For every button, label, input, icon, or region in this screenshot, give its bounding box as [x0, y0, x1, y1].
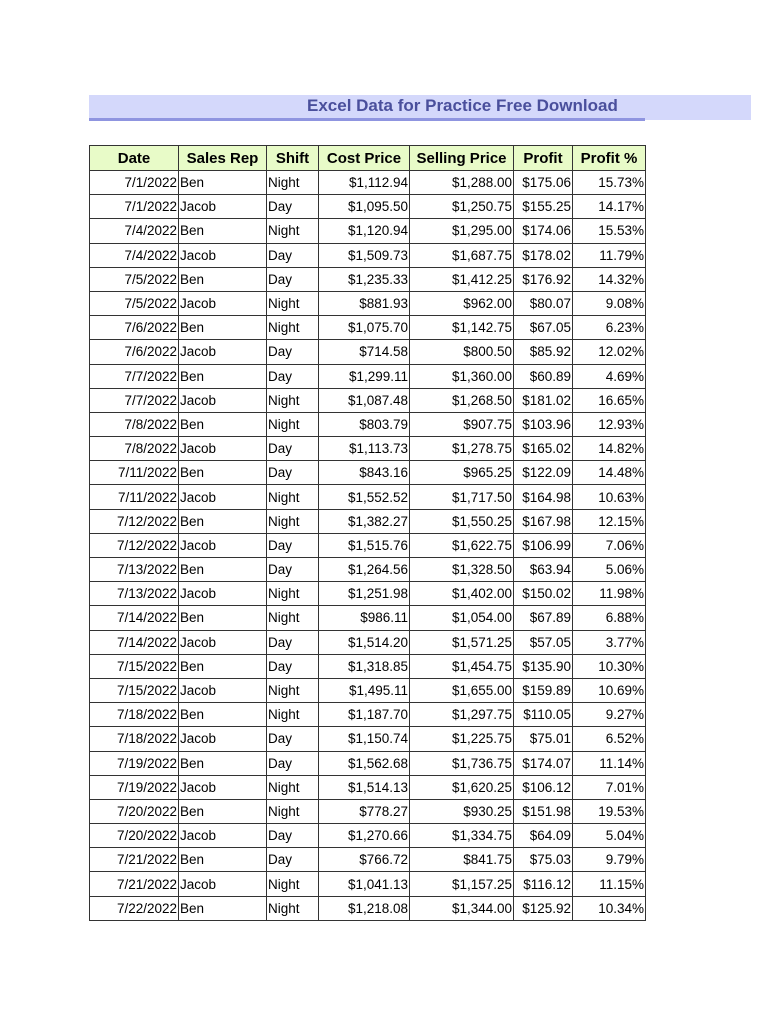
header-cost-price[interactable]: Cost Price	[319, 146, 410, 171]
cell-profit[interactable]: $103.96	[514, 412, 573, 436]
cell-selling-price[interactable]: $1,334.75	[410, 824, 514, 848]
cell-shift[interactable]: Day	[267, 630, 319, 654]
cell-shift[interactable]: Night	[267, 316, 319, 340]
cell-profit-pct[interactable]: 11.98%	[573, 582, 646, 606]
cell-profit[interactable]: $106.99	[514, 533, 573, 557]
cell-date[interactable]: 7/8/2022	[90, 412, 179, 436]
cell-profit[interactable]: $125.92	[514, 896, 573, 920]
cell-date[interactable]: 7/7/2022	[90, 388, 179, 412]
cell-shift[interactable]: Day	[267, 558, 319, 582]
cell-cost-price[interactable]: $1,095.50	[319, 195, 410, 219]
cell-shift[interactable]: Night	[267, 388, 319, 412]
table-row	[90, 171, 646, 195]
cell-selling-price[interactable]: $907.75	[410, 412, 514, 436]
cell-cost-price[interactable]: $1,552.52	[319, 485, 410, 509]
cell-profit-pct[interactable]: 15.53%	[573, 219, 646, 243]
cell-profit[interactable]: $67.89	[514, 606, 573, 630]
cell-cost-price[interactable]: $986.11	[319, 606, 410, 630]
cell-sales-rep[interactable]: Ben	[179, 799, 267, 823]
cell-profit[interactable]: $116.12	[514, 872, 573, 896]
cell-shift[interactable]: Day	[267, 654, 319, 678]
cell-sales-rep[interactable]: Jacob	[179, 291, 267, 315]
cell-profit[interactable]: $63.94	[514, 558, 573, 582]
title-underline	[89, 118, 645, 121]
cell-profit-pct[interactable]: 14.48%	[573, 461, 646, 485]
cell-date[interactable]: 7/14/2022	[90, 630, 179, 654]
cell-cost-price[interactable]: $1,318.85	[319, 654, 410, 678]
cell-profit[interactable]: $57.05	[514, 630, 573, 654]
cell-profit[interactable]: $106.12	[514, 775, 573, 799]
cell-date[interactable]: 7/14/2022	[90, 606, 179, 630]
cell-sales-rep[interactable]: Ben	[179, 364, 267, 388]
cell-sales-rep[interactable]: Jacob	[179, 340, 267, 364]
cell-date[interactable]: 7/12/2022	[90, 533, 179, 557]
cell-date[interactable]: 7/4/2022	[90, 243, 179, 267]
header-shift[interactable]: Shift	[267, 146, 319, 171]
cell-date[interactable]: 7/7/2022	[90, 364, 179, 388]
cell-sales-rep[interactable]: Jacob	[179, 243, 267, 267]
table-header	[90, 146, 646, 171]
table-row	[90, 678, 646, 702]
cell-cost-price[interactable]: $1,382.27	[319, 509, 410, 533]
cell-profit-pct[interactable]: 3.77%	[573, 630, 646, 654]
cell-selling-price[interactable]: $1,297.75	[410, 703, 514, 727]
cell-selling-price[interactable]: $1,736.75	[410, 751, 514, 775]
table-row	[90, 412, 646, 436]
cell-shift[interactable]: Night	[267, 872, 319, 896]
cell-profit-pct[interactable]: 10.63%	[573, 485, 646, 509]
cell-profit-pct[interactable]: 9.08%	[573, 291, 646, 315]
cell-selling-price[interactable]: $962.00	[410, 291, 514, 315]
table-row	[90, 824, 646, 848]
cell-shift[interactable]: Night	[267, 703, 319, 727]
cell-sales-rep[interactable]: Ben	[179, 412, 267, 436]
table-row	[90, 582, 646, 606]
cell-profit[interactable]: $135.90	[514, 654, 573, 678]
cell-profit[interactable]: $110.05	[514, 703, 573, 727]
cell-selling-price[interactable]: $1,250.75	[410, 195, 514, 219]
cell-profit[interactable]: $150.02	[514, 582, 573, 606]
cell-selling-price[interactable]: $1,360.00	[410, 364, 514, 388]
table-row	[90, 485, 646, 509]
cell-shift[interactable]: Night	[267, 219, 319, 243]
cell-selling-price[interactable]: $1,288.00	[410, 171, 514, 195]
cell-sales-rep[interactable]: Ben	[179, 606, 267, 630]
cell-selling-price[interactable]: $1,225.75	[410, 727, 514, 751]
table-row	[90, 533, 646, 557]
cell-shift[interactable]: Day	[267, 195, 319, 219]
header-date[interactable]: Date	[90, 146, 179, 171]
cell-profit-pct[interactable]: 12.93%	[573, 412, 646, 436]
cell-cost-price[interactable]: $1,514.13	[319, 775, 410, 799]
cell-profit[interactable]: $75.03	[514, 848, 573, 872]
cell-cost-price[interactable]: $1,235.33	[319, 267, 410, 291]
cell-date[interactable]: 7/20/2022	[90, 824, 179, 848]
cell-profit[interactable]: $178.02	[514, 243, 573, 267]
cell-sales-rep[interactable]: Ben	[179, 316, 267, 340]
cell-profit[interactable]: $165.02	[514, 437, 573, 461]
cell-profit-pct[interactable]: 6.52%	[573, 727, 646, 751]
table-row	[90, 896, 646, 920]
table-row	[90, 195, 646, 219]
cell-cost-price[interactable]: $843.16	[319, 461, 410, 485]
cell-profit[interactable]: $175.06	[514, 171, 573, 195]
table-row	[90, 606, 646, 630]
cell-date[interactable]: 7/11/2022	[90, 485, 179, 509]
cell-profit[interactable]: $167.98	[514, 509, 573, 533]
cell-shift[interactable]: Day	[267, 727, 319, 751]
cell-profit[interactable]: $174.07	[514, 751, 573, 775]
cell-profit[interactable]: $151.98	[514, 799, 573, 823]
table-row	[90, 364, 646, 388]
table-row	[90, 388, 646, 412]
cell-sales-rep[interactable]: Jacob	[179, 824, 267, 848]
cell-sales-rep[interactable]: Jacob	[179, 437, 267, 461]
cell-sales-rep[interactable]: Ben	[179, 171, 267, 195]
cell-profit-pct[interactable]: 12.02%	[573, 340, 646, 364]
table-row	[90, 461, 646, 485]
cell-profit-pct[interactable]: 9.79%	[573, 848, 646, 872]
cell-profit-pct[interactable]: 10.34%	[573, 896, 646, 920]
cell-date[interactable]: 7/5/2022	[90, 291, 179, 315]
cell-cost-price[interactable]: $1,112.94	[319, 171, 410, 195]
cell-cost-price[interactable]: $1,187.70	[319, 703, 410, 727]
cell-profit-pct[interactable]: 14.17%	[573, 195, 646, 219]
cell-sales-rep[interactable]: Ben	[179, 751, 267, 775]
cell-shift[interactable]: Day	[267, 461, 319, 485]
cell-sales-rep[interactable]: Jacob	[179, 485, 267, 509]
cell-profit[interactable]: $85.92	[514, 340, 573, 364]
cell-sales-rep[interactable]: Jacob	[179, 195, 267, 219]
cell-sales-rep[interactable]: Jacob	[179, 533, 267, 557]
cell-shift[interactable]: Day	[267, 751, 319, 775]
cell-selling-price[interactable]: $1,402.00	[410, 582, 514, 606]
cell-profit-pct[interactable]: 19.53%	[573, 799, 646, 823]
cell-shift[interactable]: Night	[267, 509, 319, 533]
cell-sales-rep[interactable]: Jacob	[179, 775, 267, 799]
cell-date[interactable]: 7/13/2022	[90, 582, 179, 606]
cell-shift[interactable]: Day	[267, 340, 319, 364]
cell-profit-pct[interactable]: 14.32%	[573, 267, 646, 291]
cell-date[interactable]: 7/15/2022	[90, 654, 179, 678]
cell-selling-price[interactable]: $1,142.75	[410, 316, 514, 340]
cell-cost-price[interactable]: $1,150.74	[319, 727, 410, 751]
table-row	[90, 630, 646, 654]
cell-cost-price[interactable]: $1,495.11	[319, 678, 410, 702]
cell-selling-price[interactable]: $930.25	[410, 799, 514, 823]
cell-profit-pct[interactable]: 16.65%	[573, 388, 646, 412]
cell-sales-rep[interactable]: Ben	[179, 703, 267, 727]
cell-cost-price[interactable]: $1,264.56	[319, 558, 410, 582]
cell-profit[interactable]: $174.06	[514, 219, 573, 243]
table-row	[90, 703, 646, 727]
cell-selling-price[interactable]: $1,157.25	[410, 872, 514, 896]
cell-profit[interactable]: $80.07	[514, 291, 573, 315]
cell-date[interactable]: 7/15/2022	[90, 678, 179, 702]
cell-selling-price[interactable]: $841.75	[410, 848, 514, 872]
cell-cost-price[interactable]: $1,251.98	[319, 582, 410, 606]
cell-sales-rep[interactable]: Jacob	[179, 678, 267, 702]
cell-date[interactable]: 7/20/2022	[90, 799, 179, 823]
cell-cost-price[interactable]: $1,113.73	[319, 437, 410, 461]
cell-shift[interactable]: Day	[267, 364, 319, 388]
cell-sales-rep[interactable]: Ben	[179, 509, 267, 533]
cell-date[interactable]: 7/12/2022	[90, 509, 179, 533]
table-row	[90, 775, 646, 799]
table-row	[90, 267, 646, 291]
cell-selling-price[interactable]: $1,054.00	[410, 606, 514, 630]
cell-profit-pct[interactable]: 7.06%	[573, 533, 646, 557]
cell-date[interactable]: 7/11/2022	[90, 461, 179, 485]
cell-profit[interactable]: $155.25	[514, 195, 573, 219]
cell-profit-pct[interactable]: 11.15%	[573, 872, 646, 896]
cell-profit-pct[interactable]: 11.79%	[573, 243, 646, 267]
cell-cost-price[interactable]: $1,515.76	[319, 533, 410, 557]
cell-selling-price[interactable]: $1,328.50	[410, 558, 514, 582]
header-row	[90, 146, 646, 171]
cell-profit[interactable]: $67.05	[514, 316, 573, 340]
table-row	[90, 219, 646, 243]
cell-shift[interactable]: Day	[267, 243, 319, 267]
table-row	[90, 751, 646, 775]
header-selling-price[interactable]: Selling Price	[410, 146, 514, 171]
cell-cost-price[interactable]: $1,514.20	[319, 630, 410, 654]
cell-date[interactable]: 7/19/2022	[90, 751, 179, 775]
cell-profit-pct[interactable]: 5.04%	[573, 824, 646, 848]
cell-cost-price[interactable]: $1,299.11	[319, 364, 410, 388]
cell-profit[interactable]: $60.89	[514, 364, 573, 388]
cell-cost-price[interactable]: $714.58	[319, 340, 410, 364]
cell-date[interactable]: 7/4/2022	[90, 219, 179, 243]
cell-profit-pct[interactable]: 5.06%	[573, 558, 646, 582]
cell-cost-price[interactable]: $1,270.66	[319, 824, 410, 848]
cell-shift[interactable]: Night	[267, 291, 319, 315]
cell-date[interactable]: 7/18/2022	[90, 703, 179, 727]
table-row	[90, 848, 646, 872]
cell-cost-price[interactable]: $1,120.94	[319, 219, 410, 243]
table-row	[90, 340, 646, 364]
cell-sales-rep[interactable]: Ben	[179, 461, 267, 485]
cell-sales-rep[interactable]: Ben	[179, 848, 267, 872]
cell-profit-pct[interactable]: 15.73%	[573, 171, 646, 195]
cell-profit-pct[interactable]: 4.69%	[573, 364, 646, 388]
cell-profit[interactable]: $64.09	[514, 824, 573, 848]
cell-selling-price[interactable]: $1,454.75	[410, 654, 514, 678]
table-row	[90, 799, 646, 823]
cell-shift[interactable]: Day	[267, 848, 319, 872]
header-profit[interactable]: Profit	[514, 146, 573, 171]
cell-profit-pct[interactable]: 10.30%	[573, 654, 646, 678]
cell-shift[interactable]: Night	[267, 896, 319, 920]
cell-selling-price[interactable]: $1,550.25	[410, 509, 514, 533]
cell-cost-price[interactable]: $1,562.68	[319, 751, 410, 775]
cell-shift[interactable]: Day	[267, 824, 319, 848]
cell-date[interactable]: 7/1/2022	[90, 171, 179, 195]
cell-shift[interactable]: Day	[267, 437, 319, 461]
cell-shift[interactable]: Night	[267, 171, 319, 195]
cell-shift[interactable]: Night	[267, 606, 319, 630]
cell-profit-pct[interactable]: 9.27%	[573, 703, 646, 727]
cell-shift[interactable]: Night	[267, 582, 319, 606]
cell-sales-rep[interactable]: Jacob	[179, 388, 267, 412]
table-row	[90, 654, 646, 678]
cell-date[interactable]: 7/18/2022	[90, 727, 179, 751]
cell-cost-price[interactable]: $1,509.73	[319, 243, 410, 267]
cell-shift[interactable]: Night	[267, 412, 319, 436]
cell-sales-rep[interactable]: Ben	[179, 558, 267, 582]
table-row	[90, 509, 646, 533]
cell-cost-price[interactable]: $803.79	[319, 412, 410, 436]
table-body	[90, 171, 646, 921]
cell-selling-price[interactable]: $1,278.75	[410, 437, 514, 461]
sheet-title: Excel Data for Practice Free Download	[307, 96, 618, 115]
cell-cost-price[interactable]: $1,041.13	[319, 872, 410, 896]
table-row	[90, 727, 646, 751]
cell-shift[interactable]: Night	[267, 775, 319, 799]
cell-profit[interactable]: $122.09	[514, 461, 573, 485]
cell-date[interactable]: 7/6/2022	[90, 340, 179, 364]
cell-cost-price[interactable]: $1,075.70	[319, 316, 410, 340]
cell-date[interactable]: 7/1/2022	[90, 195, 179, 219]
cell-selling-price[interactable]: $1,268.50	[410, 388, 514, 412]
cell-selling-price[interactable]: $1,620.25	[410, 775, 514, 799]
cell-selling-price[interactable]: $1,687.75	[410, 243, 514, 267]
cell-shift[interactable]: Day	[267, 267, 319, 291]
cell-profit[interactable]: $159.89	[514, 678, 573, 702]
cell-profit-pct[interactable]: 11.14%	[573, 751, 646, 775]
data-table	[89, 145, 646, 921]
cell-profit[interactable]: $75.01	[514, 727, 573, 751]
cell-profit[interactable]: $176.92	[514, 267, 573, 291]
cell-cost-price[interactable]: $766.72	[319, 848, 410, 872]
cell-profit-pct[interactable]: 6.88%	[573, 606, 646, 630]
cell-profit-pct[interactable]: 12.15%	[573, 509, 646, 533]
cell-sales-rep[interactable]: Jacob	[179, 727, 267, 751]
cell-profit[interactable]: $181.02	[514, 388, 573, 412]
cell-date[interactable]: 7/21/2022	[90, 848, 179, 872]
cell-selling-price[interactable]: $965.25	[410, 461, 514, 485]
cell-sales-rep[interactable]: Jacob	[179, 872, 267, 896]
cell-date[interactable]: 7/13/2022	[90, 558, 179, 582]
cell-sales-rep[interactable]: Ben	[179, 267, 267, 291]
table-row	[90, 243, 646, 267]
cell-profit-pct[interactable]: 7.01%	[573, 775, 646, 799]
cell-cost-price[interactable]: $881.93	[319, 291, 410, 315]
cell-sales-rep[interactable]: Jacob	[179, 582, 267, 606]
cell-selling-price[interactable]: $1,622.75	[410, 533, 514, 557]
cell-date[interactable]: 7/6/2022	[90, 316, 179, 340]
cell-date[interactable]: 7/22/2022	[90, 896, 179, 920]
cell-cost-price[interactable]: $1,087.48	[319, 388, 410, 412]
cell-selling-price[interactable]: $1,295.00	[410, 219, 514, 243]
header-profit-pct[interactable]: Profit %	[573, 146, 646, 171]
table-row	[90, 872, 646, 896]
cell-profit-pct[interactable]: 6.23%	[573, 316, 646, 340]
table-row	[90, 291, 646, 315]
cell-sales-rep[interactable]: Ben	[179, 654, 267, 678]
cell-cost-price[interactable]: $1,218.08	[319, 896, 410, 920]
cell-sales-rep[interactable]: Jacob	[179, 630, 267, 654]
cell-selling-price[interactable]: $800.50	[410, 340, 514, 364]
cell-selling-price[interactable]: $1,571.25	[410, 630, 514, 654]
table-row	[90, 437, 646, 461]
cell-selling-price[interactable]: $1,655.00	[410, 678, 514, 702]
cell-shift[interactable]: Day	[267, 533, 319, 557]
cell-shift[interactable]: Night	[267, 485, 319, 509]
table-row	[90, 558, 646, 582]
cell-profit-pct[interactable]: 10.69%	[573, 678, 646, 702]
cell-selling-price[interactable]: $1,344.00	[410, 896, 514, 920]
cell-date[interactable]: 7/5/2022	[90, 267, 179, 291]
cell-sales-rep[interactable]: Ben	[179, 896, 267, 920]
cell-selling-price[interactable]: $1,412.25	[410, 267, 514, 291]
cell-date[interactable]: 7/19/2022	[90, 775, 179, 799]
table-row	[90, 316, 646, 340]
cell-cost-price[interactable]: $778.27	[319, 799, 410, 823]
cell-sales-rep[interactable]: Ben	[179, 219, 267, 243]
cell-selling-price[interactable]: $1,717.50	[410, 485, 514, 509]
cell-date[interactable]: 7/8/2022	[90, 437, 179, 461]
header-sales-rep[interactable]: Sales Rep	[179, 146, 267, 171]
cell-profit-pct[interactable]: 14.82%	[573, 437, 646, 461]
cell-profit[interactable]: $164.98	[514, 485, 573, 509]
cell-shift[interactable]: Night	[267, 799, 319, 823]
cell-date[interactable]: 7/21/2022	[90, 872, 179, 896]
cell-shift[interactable]: Night	[267, 678, 319, 702]
